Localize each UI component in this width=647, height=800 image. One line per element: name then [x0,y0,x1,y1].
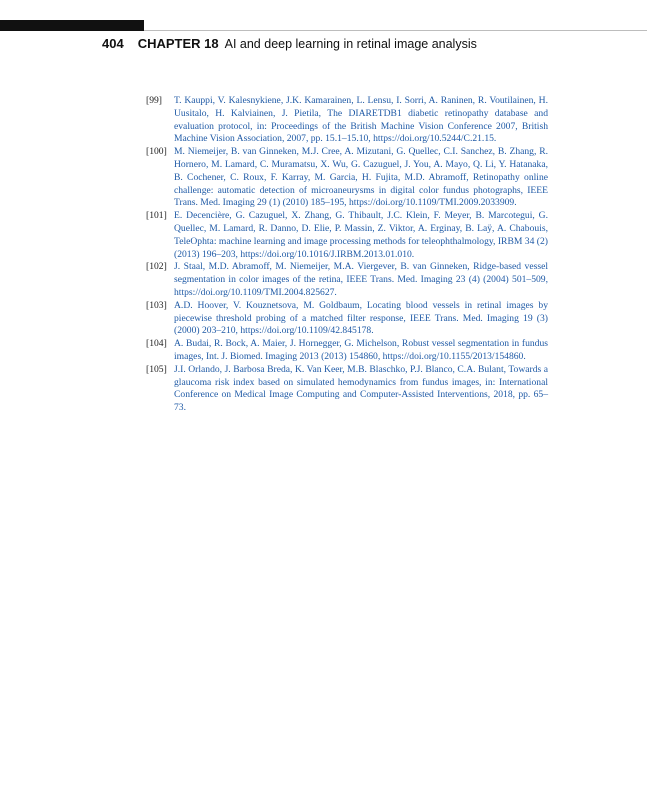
reference-text[interactable]: A. Budai, R. Bock, A. Maier, J. Hornegger, G. Michelson, Robust vessel segmentation in fundus images, Int. J. Biomed. Imaging 2013 (2013) 154860, https://doi.org/10.1155/2013/154860. [174,338,548,362]
reference-number: [105] [146,363,167,375]
reference-number: [104] [146,338,167,350]
reference-text[interactable]: M. Niemeijer, B. van Ginneken, M.J. Cree, A. Mizutani, G. Quellec, C.I. Sanchez, B. Zhang, R. Hornero, M. Lamard, C. Muramatsu, X. Wu, G. Cazuguel, J. You, A. Mayo, Q. Li, Y. Hatanaka, B. Cochener, C. Roux, F. Karray, M. Garcia, H. Fujita, M.D. Abramoff, Retinopathy online challenge: automatic detection of microaneurysms in digital color fundus photographs, IEEE Trans. Med. Imaging 29 (1) (2010) 185–195, https://doi.org/10.1109/TMI.2009.2033909. [174,146,548,209]
reference-number: [99] [146,95,162,106]
reference-number: [101] [146,210,167,222]
reference-item [146,261,548,299]
reference-item [146,338,548,364]
reference-text[interactable]: J. Staal, M.D. Abramoff, M. Niemeijer, M.A. Viergever, B. van Ginneken, Ridge-based vessel segmentation in color images of the retina, IEEE Trans. Med. Imaging 23 (4) (2004) 501–509, https://doi.org/10.1109/TMI.2004.825627. [174,261,548,298]
reference-text[interactable]: T. Kauppi, V. Kalesnykiene, J.K. Kamarainen, L. Lensu, I. Sorri, A. Raninen, R. Voutilainen, H. Uusitalo, H. Kalviainen, J. Pietila, The DIARETDB1 diabetic retinopathy database and evaluation protocol, in: Proceedings of the British Machine Vision Conference 2007, British Machine Vision Association, 2007, pp. 15.1–15.10, https://doi.org/10.5244/C.21.15. [174,95,548,145]
running-header [102,36,477,54]
reference-item [146,210,548,261]
header-bar [0,20,144,31]
reference-text[interactable]: E. Decencière, G. Cazuguel, X. Zhang, G. Thibault, J.C. Klein, F. Meyer, B. Marcotegui, G. Quellec, M. Lamard, R. Danno, D. Elie, P. Massin, Z. Viktor, A. Erginay, B. Laÿ, A. Chabouis, TeleOphta: machine learning and image processing methods for teleophthalmology, IRBM 34 (2) (2013) 196–203, https://doi.org/10.1016/J.IRBM.2013.01.010. [174,210,548,260]
page-number: 404 [102,36,124,51]
reference-text[interactable]: J.I. Orlando, J. Barbosa Breda, K. Van Keer, M.B. Blaschko, P.J. Blanco, C.A. Bulant, Towards a glaucoma risk index based on simulated hemodynamics from fundus images, in: International Conference on Medical Image Computing and Computer-Assisted Interventions, 2018, pp. 65–73. [174,363,548,414]
reference-list [146,95,548,415]
reference-number: [102] [146,261,167,273]
reference-item [146,300,548,338]
reference-number: [100] [146,146,167,158]
chapter-label: CHAPTER 18 [137,36,219,51]
chapter-title: AI and deep learning in retinal image analysis [224,37,477,51]
reference-item [146,95,548,146]
reference-number: [103] [146,299,167,311]
reference-item [146,364,548,415]
reference-text[interactable]: A.D. Hoover, V. Kouznetsova, M. Goldbaum, Locating blood vessels in retinal images by piecewise threshold probing of a matched filter response, IEEE Trans. Med. Imaging 19 (3) (2000) 203–210, https://doi.org/10.1109/42.845178. [174,299,548,337]
header-rule [144,30,647,31]
reference-item [146,146,548,210]
